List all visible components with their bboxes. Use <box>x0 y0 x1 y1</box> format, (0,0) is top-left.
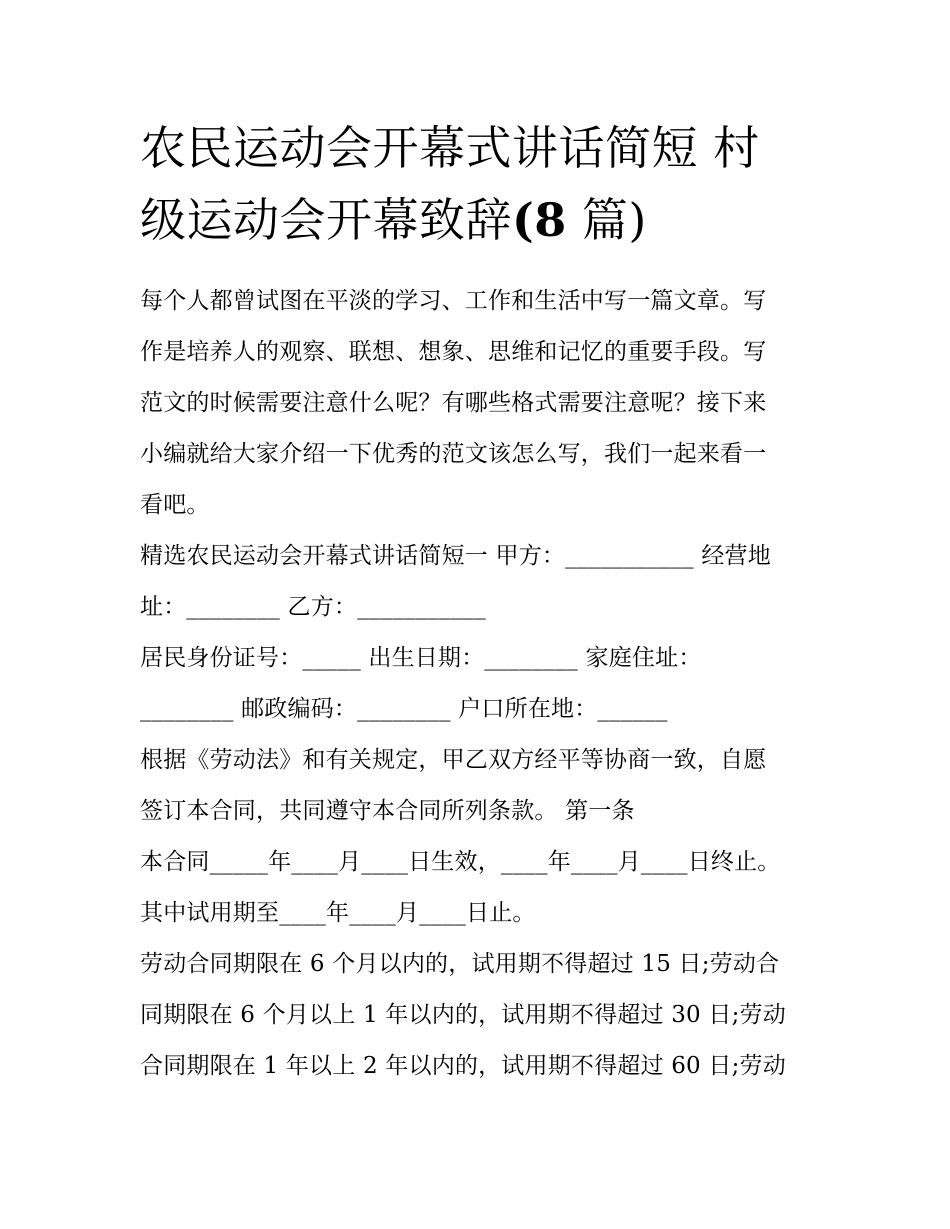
body-line: 范文的时候需要注意什么呢？有哪些格式需要注意呢？接下来 <box>140 390 767 416</box>
document-body <box>140 276 820 1092</box>
body-line: 同期限在 6 个月以上 1 年以内的，试用期不得超过 30 日;劳动 <box>140 1002 786 1028</box>
title-line-2-end: 篇) <box>566 193 647 247</box>
body-line: 作是培养人的观察、联想、想象、思维和记忆的重要手段。写 <box>140 339 767 365</box>
body-line: 本合同_____年____月____日生效，____年____月____日终止。 <box>140 849 781 875</box>
body-line: 看吧。 <box>140 492 210 518</box>
body-line: 合同期限在 1 年以上 2 年以内的，试用期不得超过 60 日;劳动 <box>140 1053 786 1079</box>
document-title <box>140 112 820 256</box>
body-line: 劳动合同期限在 6 个月以内的，试用期不得超过 15 日;劳动合 <box>140 951 780 977</box>
body-line: 签订本合同，共同遵守本合同所列条款。 第一条 <box>140 798 635 824</box>
body-line: 小编就给大家介绍一下优秀的范文该怎么写，我们一起来看一 <box>140 441 767 467</box>
body-line: 根据《劳动法》和有关规定，甲乙双方经平等协商一致，自愿 <box>140 747 767 773</box>
body-line: 址：________ 乙方：___________ <box>140 594 486 620</box>
title-line-2-number: (8 <box>512 193 567 247</box>
title-line-1: 农民运动会开幕式讲话简短 村 <box>140 121 760 175</box>
title-line-2-text: 级运动会开幕致辞 <box>140 193 512 247</box>
body-line: 精选农民运动会开幕式讲话简短一 甲方：___________ 经营地 <box>140 543 771 569</box>
body-line: 居民身份证号：_____ 出生日期：________ 家庭住址： <box>140 645 702 671</box>
body-line: 每个人都曾试图在平淡的学习、工作和生活中写一篇文章。写 <box>140 288 767 314</box>
body-line: ________ 邮政编码：________ 户口所在地：______ <box>140 696 668 722</box>
body-line: 其中试用期至____年____月____日止。 <box>140 900 536 926</box>
